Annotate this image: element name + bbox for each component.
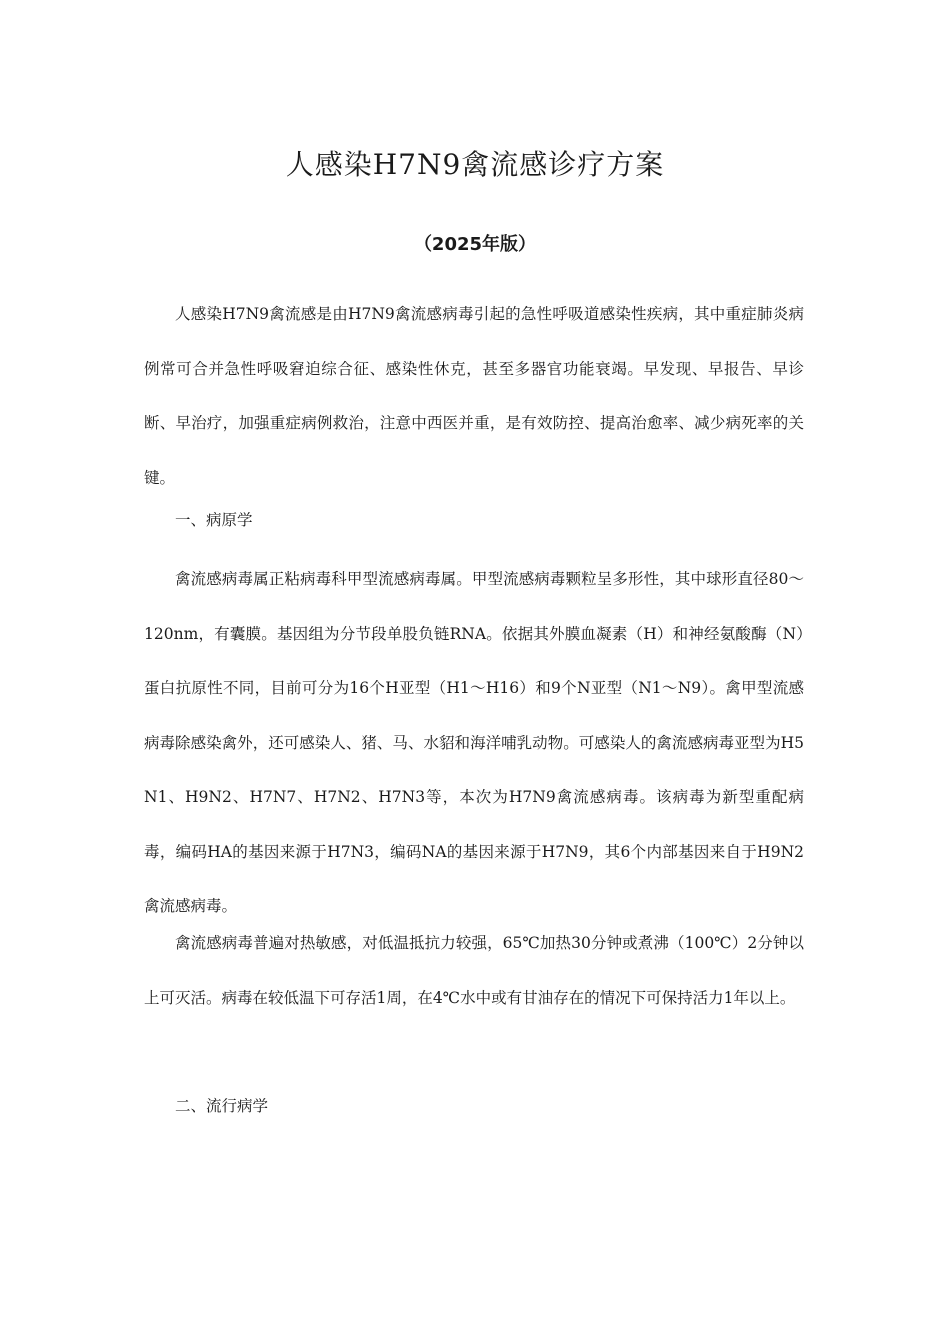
intro-paragraph: 人感染H7N9禽流感是由H7N9禽流感病毒引起的急性呼吸道感染性疾病，其中重症肺炎病例常可合并急性呼吸窘迫综合征、感染性休克，甚至多器官功能衰竭。早发现、早报告、早诊断、早治疗，加强重症病例救治，注意中西医并重，是有效防控、提高治愈率、减少病死率的关键。 xyxy=(144,305,804,487)
document-title: 人感染H7N9禽流感诊疗方案 xyxy=(285,148,665,181)
etiology-paragraph-2: 禽流感病毒普遍对热敏感，对低温抵抗力较强，65℃加热30分钟或煮沸（100℃）2分钟以上可灭活。病毒在较低温下可存活1周，在4℃水中或有甘油存在的情况下可保持活力1年以上。 xyxy=(144,934,804,1007)
etiology-paragraph-1: 禽流感病毒属正粘病毒科甲型流感病毒属。甲型流感病毒颗粒呈多形性，其中球形直径80～120nm，有囊膜。基因组为分节段单股负链RNA。依据其外膜血凝素（H）和神经氨酸酶（N）蛋白抗原性不同，目前可分为16个H亚型（H1～H16）和9个N亚型（N1～N9）。禽甲型流感病毒除感染禽外，还可感染人、猪、马、水貂和海洋哺乳动物。可感染人的禽流感病毒亚型为H5N1、H9N2、H7N7、H7N2、H7N3等，本次为H7N9禽流感病毒。该病毒为新型重配病毒，编码HA的基因来源于H7N3，编码NA的基因来源于H7N9，其6个内部基因来自于H9N2禽流感病毒。 xyxy=(144,570,804,915)
document-edition: （2025年版） xyxy=(413,234,537,255)
section-heading-epidemiology: 二、流行病学 xyxy=(175,1097,269,1115)
section-heading-etiology: 一、病原学 xyxy=(175,511,253,529)
